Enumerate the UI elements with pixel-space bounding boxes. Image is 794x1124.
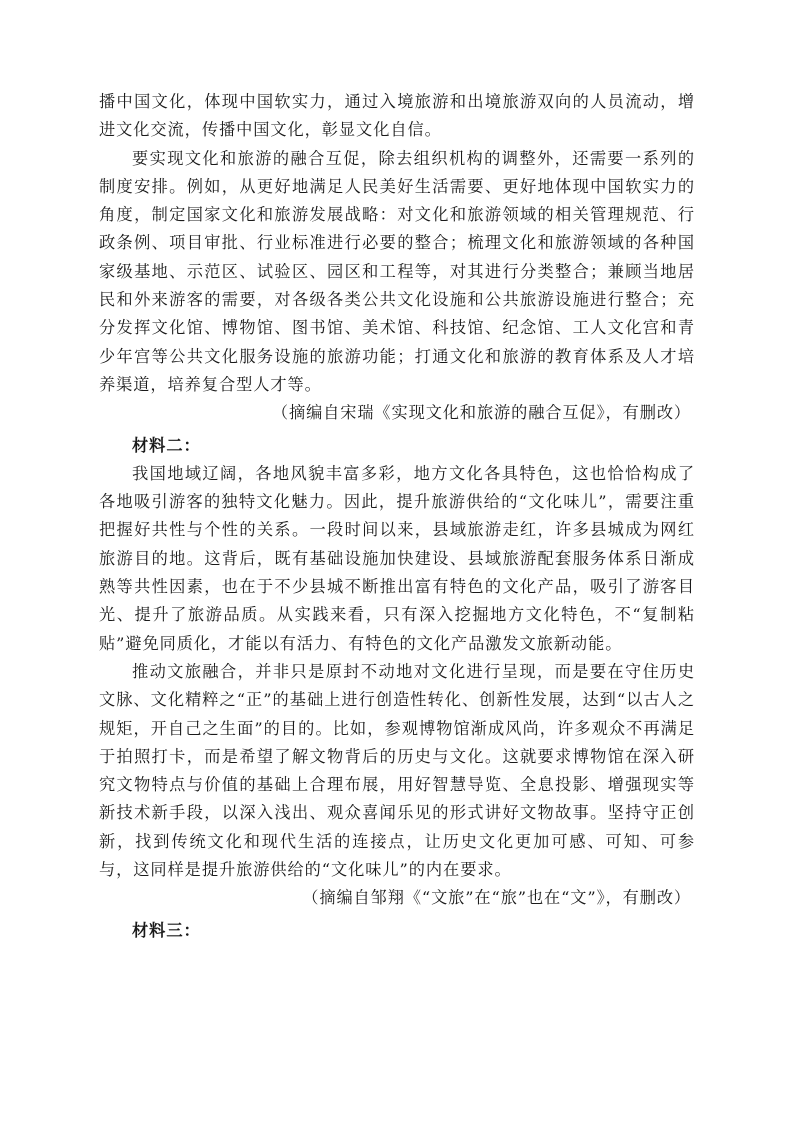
paragraph-innovation: 推动文旅融合，并非只是原封不动地对文化进行呈现，而是要在守住历史文脉、文化精粹之“正”的基础上进行创造性转化、创新性发展，达到“以古人之规矩，开自己之生面”的目的。比如，参观博物馆渐成风尚，许多观众不再满足于拍照打卡，而是希望了解文物背后的历史与文化。这就要求博物馆在深入研究文物特点与价值的基础上合理布展，用好智慧导览、全息投影、增强现实等新技术新手段，以深入浅出、观众喜闻乐见的形式讲好文物故事。坚持守正创新，找到传统文化和现代生活的连接点，让历史文化更加可感、可知、可参与，这同样是提升旅游供给的“文化味儿”的内在要求。 [99,661,695,880]
source-citation-2: （摘编自邹翔《“文旅”在“旅”也在“文”》，有删改） [302,888,691,908]
paragraph-local-culture: 我国地域辽阔，各地风貌丰富多彩，地方文化各具特色，这也恰恰构成了各地吸引游客的独特文化魅力。因此，提升旅游供给的“文化味儿”，需要注重把握好共性与个性的关系。一段时间以来，县域旅游走红，许多县城成为网红旅游目的地。这背后，既有基础设施加快建设、县域旅游配套服务体系日渐成熟等共性因素，也在于不少县城不断推出富有特色的文化产品，吸引了游客目光、提升了旅游品质。从实践来看，只有深入挖掘地方文化特色，不“复制粘贴”避免同质化，才能以有活力、有特色的文化产品激发文旅新动能。 [99,463,695,653]
paragraph-institutional-arrangements: 要实现文化和旅游的融合互促，除去组织机构的调整外，还需要一系列的制度安排。例如，从更好地满足人民美好生活需要、更好地体现中国软实力的角度，制定国家文化和旅游发展战略：对文化和旅游领域的相关管理规范、行政条例、项目审批、行业标准进行必要的整合；梳理文化和旅游领域的各种国家级基地、示范区、试验区、园区和工程等，对其进行分类整合；兼顾当地居民和外来游客的需要，对各级各类公共文化设施和公共旅游设施进行整合；充分发挥文化馆、博物馆、图书馆、美术馆、科技馆、纪念馆、工人文化宫和青少年宫等公共文化服务设施的旅游功能；打通文化和旅游的教育体系及人才培养渠道，培养复合型人才等。 [99,148,695,394]
material-three-heading: 材料三： [132,920,201,940]
source-citation-1: （摘编自宋瑞《实现文化和旅游的融合互促》，有删改） [271,403,691,423]
paragraph-continued: 播中国文化，体现中国软实力，通过入境旅游和出境旅游双向的人员流动，增进文化交流，传播中国文化，彰显文化自信。 [99,92,695,140]
document-page [99,88,695,945]
material-two-heading: 材料二： [132,435,201,455]
